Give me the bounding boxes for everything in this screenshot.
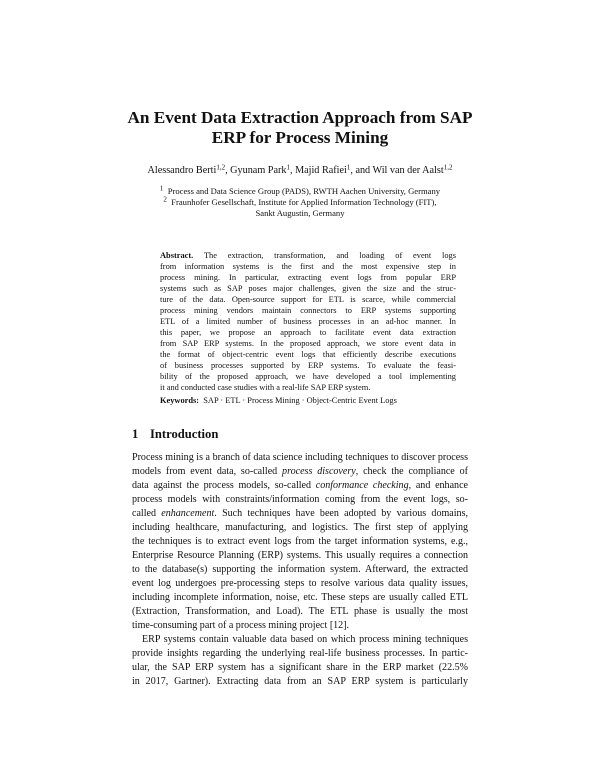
text-run: called: [132, 508, 162, 520]
paragraph-line: the techniques is to extract event logs from the target information systems, e.g.,: [132, 536, 468, 548]
abstract-line: [160, 250, 456, 261]
paragraph-line: including incomplete information, noise, etc. These steps are usually called ETL: [132, 592, 468, 604]
abstract-line: process mining vendors maintain connectors to ERP systems supporting: [160, 306, 456, 316]
section-heading: [132, 427, 218, 442]
author-affil-mark: 1: [286, 163, 290, 172]
abstract-line: process mining. In particular, extracting event logs from popular ERP: [160, 273, 456, 283]
paragraph-line: ular, the SAP ERP system has a significant share in the ERP market (22.5%: [132, 662, 468, 674]
paragraph-line: [132, 465, 468, 479]
author-list: [90, 164, 510, 178]
title-line-2: ERP for Process Mining: [211, 128, 389, 147]
paragraph-line: event log undergoes pre-processing steps to resolve various data quality issues,: [132, 578, 468, 590]
title-line-1: An Event Data Extraction Approach from SAP: [127, 108, 473, 127]
author-separator: ,: [225, 165, 231, 176]
abstract-line: bility of the proposed approach, we have developed a tool implementing: [160, 372, 456, 382]
text-run: . Such techniques have been adopted by various domains,: [214, 508, 468, 520]
emphasis: enhancement: [161, 508, 215, 520]
abstract-line: systems such as SAP poses major challenges, given the size and the struc-: [160, 284, 456, 294]
text-run: models from event data, so-called: [132, 466, 283, 478]
author-affil-mark: 1: [346, 163, 351, 172]
paragraph-line: (Extraction, Transformation, and Load). The ETL phase is usually the most: [132, 606, 468, 618]
author-separator: , and: [350, 165, 373, 176]
paragraph-line: time-consuming part of a process mining project [12].: [132, 620, 350, 632]
affiliation-1: [100, 186, 500, 197]
keywords-label: Keywords:: [160, 396, 200, 405]
paragraph-line: process models with constraints/information coming from the event logs, so-: [132, 494, 468, 506]
author-name: Majid Rafiei: [295, 165, 347, 176]
keywords: [160, 396, 456, 405]
abstract-line: it and conducted case studies with a real-life SAP ERP system.: [160, 383, 371, 393]
abstract-text: The extraction, transformation, and loading of event logs: [203, 251, 456, 260]
paragraph-line: to the database(s) supporting the information system. Afterward, the extracted: [132, 564, 468, 576]
affiliations: [100, 186, 500, 219]
abstract-line: from SAP ERP systems. In the proposed approach, we store event data in: [160, 339, 456, 349]
affiliation-text: Process and Data Science Group (PADS), RWTH Aachen University, Germany: [167, 186, 441, 196]
text-run: data against the process models, so-called: [132, 480, 316, 492]
abstract-line: this paper, we propose an approach to facilitate event data extraction: [160, 328, 456, 338]
paragraph-line: [132, 479, 468, 493]
text-run: , check the compliance of: [355, 466, 468, 478]
abstract-line: from information systems is the first and the most expensive step in: [160, 262, 456, 272]
section-title: Introduction: [150, 427, 219, 441]
author-name: Alessandro Berti: [147, 165, 217, 176]
paragraph-line: Process mining is a branch of data science including techniques to discover process: [132, 452, 468, 463]
body-text: [132, 451, 468, 689]
paragraph-line: Enterprise Resource Planning (ERP) systems. This usually requires a connection: [132, 550, 468, 562]
affiliation-text: Fraunhofer Gesellschaft, Institute for Applied Information Technology (FIT),: [171, 197, 437, 207]
paragraph-line: in 2017, Gartner). Extracting data from an SAP ERP system is particularly: [132, 676, 468, 688]
emphasis: conformance checking: [315, 480, 409, 492]
paragraph-line: including healthcare, manufacturing, and logistics. The first step of applying: [132, 522, 468, 534]
affiliation-mark: 2: [163, 195, 167, 204]
abstract: [160, 250, 456, 393]
author-affil-mark: 1,2: [443, 163, 453, 172]
abstract-line: of business processes supported by ERP systems. To evaluate the feasi-: [160, 361, 456, 371]
author-affil-mark: 1,2: [216, 163, 226, 172]
emphasis: process discovery: [282, 466, 356, 478]
paragraph-line: ERP systems contain valuable data based on which process mining techniques: [142, 634, 468, 646]
paragraph-line: [132, 507, 468, 521]
abstract-line: the format of object-centric event logs that efficiently describe executions: [160, 350, 456, 360]
text-run: , and enhance: [408, 480, 468, 492]
affiliation-mark: 1: [159, 184, 164, 193]
author-name: Gyunam Park: [230, 165, 287, 176]
author-separator: ,: [289, 165, 296, 176]
abstract-label: Abstract.: [160, 251, 194, 260]
paper-title: [100, 108, 500, 148]
keywords-text: SAP · ETL · Process Mining · Object-Centric Event Logs: [203, 396, 397, 405]
affiliation-2: [100, 197, 500, 208]
abstract-line: ture of the data. Open-source support for ETL is scarce, while commercial: [160, 295, 456, 305]
affiliation-2-cont: Sankt Augustin, Germany: [255, 208, 345, 218]
section-number: 1: [132, 427, 139, 441]
author-name: Wil van der Aalst: [372, 165, 444, 176]
abstract-line: ETL of a limited number of business processes in an ad-hoc manner. In: [160, 317, 456, 327]
paragraph-line: provide insights regarding the underlying real-life business processes. In partic-: [132, 648, 468, 660]
